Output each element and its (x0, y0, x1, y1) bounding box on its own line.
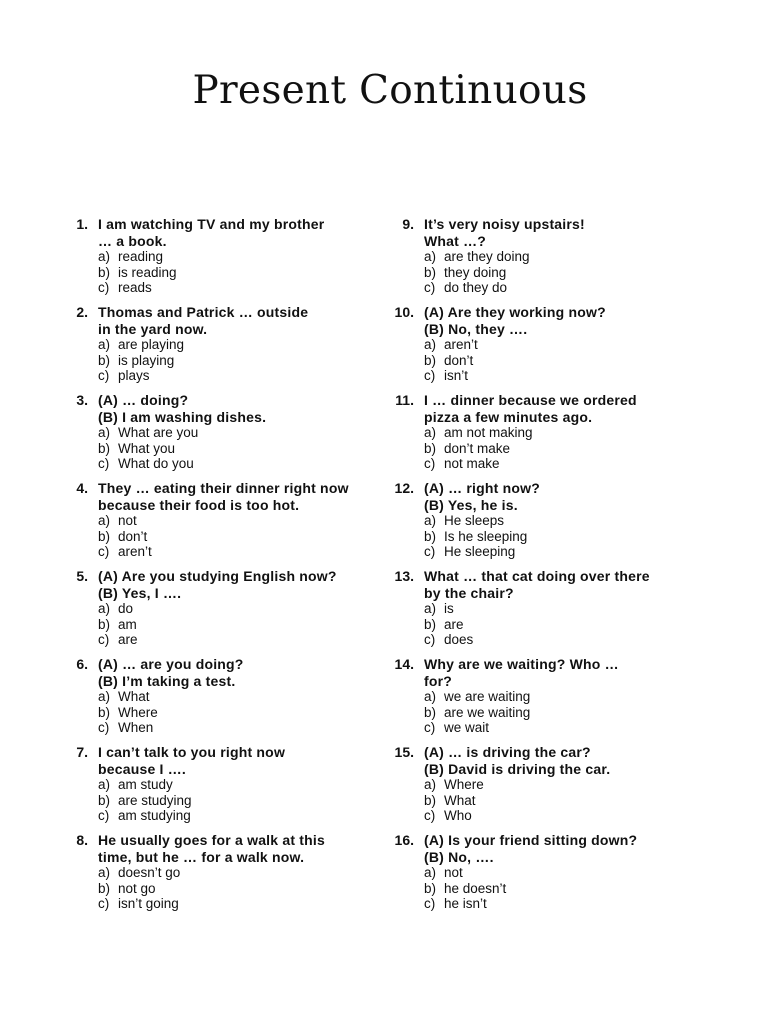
option-letter: c) (424, 632, 436, 647)
question-text (424, 568, 686, 601)
question-text-line: … a book. (98, 232, 167, 249)
option-text: not go (118, 880, 156, 896)
question-text-line: (B) No, …. (424, 848, 494, 865)
option-letter: c) (98, 720, 110, 735)
questions-column-left (66, 216, 378, 920)
option-text: are playing (118, 337, 185, 352)
answer-option (98, 689, 378, 705)
option-text: am (118, 616, 137, 632)
option-letter: c) (424, 896, 436, 911)
answer-option (98, 249, 378, 265)
option-text: do they do (444, 280, 508, 295)
question-item (386, 392, 686, 480)
answer-option (424, 808, 686, 824)
option-letter: a) (98, 337, 111, 352)
question-number: 1. (76, 216, 88, 232)
question-body (98, 568, 378, 648)
option-text: are we waiting (444, 704, 531, 720)
question-text-line: pizza a few minutes ago. (424, 408, 593, 425)
answer-option (424, 705, 686, 721)
question-item (66, 568, 378, 656)
answer-option (424, 881, 686, 897)
option-text: don’t (444, 352, 474, 368)
question-body (98, 832, 378, 912)
question-body (98, 480, 378, 560)
option-text: plays (118, 368, 150, 383)
answer-option (424, 280, 686, 296)
answer-option (98, 456, 378, 472)
option-text: am studying (118, 808, 191, 823)
option-letter: c) (424, 280, 436, 295)
option-letter: b) (98, 704, 111, 720)
question-text (98, 392, 378, 425)
answer-option (424, 632, 686, 648)
option-text: What (444, 792, 476, 808)
questions-column-right (386, 216, 686, 920)
question-item (386, 216, 686, 304)
option-text: we wait (444, 720, 490, 735)
question-text-line: What … that cat doing over there (424, 568, 650, 584)
option-letter: c) (98, 544, 110, 559)
question-body (424, 656, 686, 736)
answer-option (424, 425, 686, 441)
question-body (424, 392, 686, 472)
option-text: is reading (118, 264, 177, 280)
question-body (98, 656, 378, 736)
option-text: Where (118, 704, 158, 720)
answer-option (98, 280, 378, 296)
question-body (98, 304, 378, 384)
question-body (424, 744, 686, 824)
question-number: 12. (394, 480, 414, 496)
question-number: 16. (394, 832, 414, 848)
option-text: don’t make (444, 440, 511, 456)
answer-option (424, 720, 686, 736)
question-number: 9. (402, 216, 414, 232)
question-text-line: in the yard now. (98, 320, 208, 337)
answer-option (98, 513, 378, 529)
option-text: he isn’t (444, 896, 487, 911)
question-number: 7. (76, 744, 88, 760)
question-number: 2. (76, 304, 88, 320)
answer-option (98, 793, 378, 809)
option-letter: a) (98, 865, 111, 880)
option-text: are (118, 632, 138, 647)
question-text (424, 656, 686, 689)
question-text-line: (A) … are you doing? (98, 656, 244, 672)
question-text (424, 832, 686, 865)
question-text-line: because their food is too hot. (98, 496, 300, 513)
question-text-line: Thomas and Patrick … outside (98, 304, 309, 320)
option-text: He sleeping (444, 544, 516, 559)
question-body (98, 216, 378, 296)
question-text-line: (B) Yes, I …. (98, 584, 182, 601)
answer-option (424, 513, 686, 529)
question-body (424, 568, 686, 648)
question-text-line: because I …. (98, 760, 186, 777)
answer-option (98, 353, 378, 369)
option-text: is playing (118, 352, 175, 368)
option-letter: b) (424, 264, 437, 280)
option-text: doesn’t go (118, 865, 181, 880)
question-text (98, 480, 378, 513)
question-text-line: (B) Yes, he is. (424, 496, 518, 513)
answer-option (98, 720, 378, 736)
option-letter: b) (424, 616, 437, 632)
option-letter: b) (424, 792, 437, 808)
answer-option (98, 601, 378, 617)
question-number: 15. (394, 744, 414, 760)
question-number: 4. (76, 480, 88, 496)
question-text-line: Why are we waiting? Who … (424, 656, 619, 672)
option-text: isn’t going (118, 896, 179, 911)
answer-option (424, 249, 686, 265)
option-text: not (118, 513, 137, 528)
question-item (66, 832, 378, 920)
question-text-line: They … eating their dinner right now (98, 480, 349, 496)
question-text (424, 480, 686, 513)
question-body (98, 744, 378, 824)
option-letter: a) (424, 337, 437, 352)
answer-option (98, 617, 378, 633)
answer-option (424, 777, 686, 793)
question-text (424, 304, 686, 337)
question-text-line: I … dinner because we ordered (424, 392, 637, 408)
option-letter: c) (98, 280, 110, 295)
option-text: don’t (118, 528, 148, 544)
option-text: am not making (444, 425, 533, 440)
answer-option (424, 601, 686, 617)
question-text-line: (A) … right now? (424, 480, 540, 496)
option-text: he doesn’t (444, 880, 507, 896)
question-number: 5. (76, 568, 88, 584)
option-letter: a) (424, 601, 437, 616)
option-letter: c) (98, 368, 110, 383)
question-number: 13. (394, 568, 414, 584)
question-text-line: What …? (424, 232, 487, 249)
option-text: What you (118, 440, 176, 456)
option-text: When (118, 720, 154, 735)
question-number: 11. (395, 392, 414, 408)
option-letter: b) (98, 528, 111, 544)
option-text: Where (444, 777, 484, 792)
option-letter: b) (98, 352, 111, 368)
question-text-line: (B) I am washing dishes. (98, 408, 267, 425)
question-text (98, 568, 378, 601)
answer-option (98, 368, 378, 384)
option-letter: c) (424, 720, 436, 735)
answer-option (424, 353, 686, 369)
answer-option (424, 529, 686, 545)
answer-option (98, 337, 378, 353)
option-letter: a) (98, 425, 111, 440)
option-letter: b) (424, 440, 437, 456)
option-text: they doing (444, 264, 507, 280)
question-item (386, 304, 686, 392)
question-item (66, 744, 378, 832)
option-letter: c) (424, 808, 436, 823)
option-letter: a) (98, 249, 111, 264)
question-text-line: (B) No, they …. (424, 320, 528, 337)
option-letter: a) (424, 689, 437, 704)
option-letter: a) (424, 865, 437, 880)
option-text: do (118, 601, 134, 616)
question-item (66, 392, 378, 480)
option-text: aren’t (444, 337, 478, 352)
option-letter: a) (98, 689, 111, 704)
question-text (98, 744, 378, 777)
option-text: isn’t (444, 368, 469, 383)
question-item (386, 656, 686, 744)
question-text-line: He usually goes for a walk at this (98, 832, 325, 848)
option-text: He sleeps (444, 513, 505, 528)
option-text: not (444, 865, 463, 880)
option-text: What are you (118, 425, 199, 440)
option-text: reading (118, 249, 164, 264)
question-text-line: (A) Are they working now? (424, 304, 606, 320)
question-text (98, 832, 378, 865)
option-text: What (118, 689, 150, 704)
answer-option (424, 544, 686, 560)
question-item (66, 480, 378, 568)
question-text-line: (B) David is driving the car. (424, 760, 611, 777)
page-title: Present Continuous (192, 68, 588, 113)
question-text (98, 216, 378, 249)
question-text-line: for? (424, 672, 453, 689)
option-text: What do you (118, 456, 194, 471)
option-letter: c) (424, 544, 436, 559)
question-text-line: by the chair? (424, 584, 514, 601)
option-text: are (444, 616, 464, 632)
question-text-line: (A) … is driving the car? (424, 744, 591, 760)
question-text (424, 216, 686, 249)
question-item (386, 832, 686, 920)
answer-option (98, 865, 378, 881)
question-item (66, 216, 378, 304)
answer-option (424, 456, 686, 472)
question-text (98, 656, 378, 689)
question-item (66, 304, 378, 392)
answer-option (424, 896, 686, 912)
option-letter: b) (98, 440, 111, 456)
option-text: is (444, 601, 454, 616)
option-letter: a) (424, 425, 437, 440)
question-text-line: I can’t talk to you right now (98, 744, 286, 760)
answer-option (424, 689, 686, 705)
question-number: 10. (394, 304, 414, 320)
answer-option (424, 265, 686, 281)
answer-option (98, 632, 378, 648)
option-letter: b) (98, 880, 111, 896)
question-text-line: It’s very noisy upstairs! (424, 216, 585, 232)
question-number: 14. (394, 656, 414, 672)
question-text-line: (A) … doing? (98, 392, 189, 408)
question-body (98, 392, 378, 472)
answer-option (424, 793, 686, 809)
question-text (98, 304, 378, 337)
option-letter: a) (98, 601, 111, 616)
option-text: does (444, 632, 474, 647)
question-text-line: (A) Is your friend sitting down? (424, 832, 638, 848)
question-number: 3. (76, 392, 88, 408)
answer-option (424, 368, 686, 384)
question-number: 6. (76, 656, 88, 672)
option-text: am study (118, 777, 173, 792)
answer-option (98, 777, 378, 793)
option-letter: a) (424, 249, 437, 264)
option-letter: b) (424, 528, 437, 544)
option-letter: a) (424, 777, 437, 792)
answer-option (424, 441, 686, 457)
option-text: reads (118, 280, 152, 295)
option-letter: b) (98, 792, 111, 808)
answer-option (98, 544, 378, 560)
answer-option (98, 808, 378, 824)
question-item (66, 656, 378, 744)
answer-option (424, 617, 686, 633)
option-letter: c) (424, 456, 436, 471)
option-letter: b) (424, 880, 437, 896)
option-letter: c) (98, 808, 110, 823)
option-letter: c) (98, 632, 110, 647)
answer-option (424, 337, 686, 353)
option-letter: c) (98, 896, 110, 911)
question-text-line: I am watching TV and my brother (98, 216, 325, 232)
question-text (424, 744, 686, 777)
answer-option (98, 881, 378, 897)
answer-option (424, 865, 686, 881)
question-item (386, 568, 686, 656)
option-letter: c) (98, 456, 110, 471)
question-item (386, 744, 686, 832)
option-letter: b) (424, 704, 437, 720)
answer-option (98, 425, 378, 441)
question-text-line: (B) I’m taking a test. (98, 672, 236, 689)
question-number: 8. (76, 832, 88, 848)
question-item (386, 480, 686, 568)
question-text (424, 392, 686, 425)
option-letter: b) (98, 616, 111, 632)
question-text-line: (A) Are you studying English now? (98, 568, 337, 584)
question-body (424, 304, 686, 384)
option-letter: a) (424, 513, 437, 528)
answer-option (98, 705, 378, 721)
answer-option (98, 529, 378, 545)
question-body (424, 832, 686, 912)
question-body (424, 480, 686, 560)
option-letter: c) (424, 368, 436, 383)
option-text: Who (444, 808, 472, 823)
answer-option (98, 441, 378, 457)
option-letter: b) (424, 352, 437, 368)
option-text: Is he sleeping (444, 528, 528, 544)
option-text: aren’t (118, 544, 152, 559)
option-text: are studying (118, 792, 192, 808)
question-body (424, 216, 686, 296)
option-letter: a) (98, 777, 111, 792)
option-text: not make (444, 456, 500, 471)
option-text: we are waiting (444, 689, 531, 704)
option-letter: b) (98, 264, 111, 280)
answer-option (98, 265, 378, 281)
question-text-line: time, but he … for a walk now. (98, 848, 305, 865)
option-letter: a) (98, 513, 111, 528)
answer-option (98, 896, 378, 912)
option-text: are they doing (444, 249, 530, 264)
